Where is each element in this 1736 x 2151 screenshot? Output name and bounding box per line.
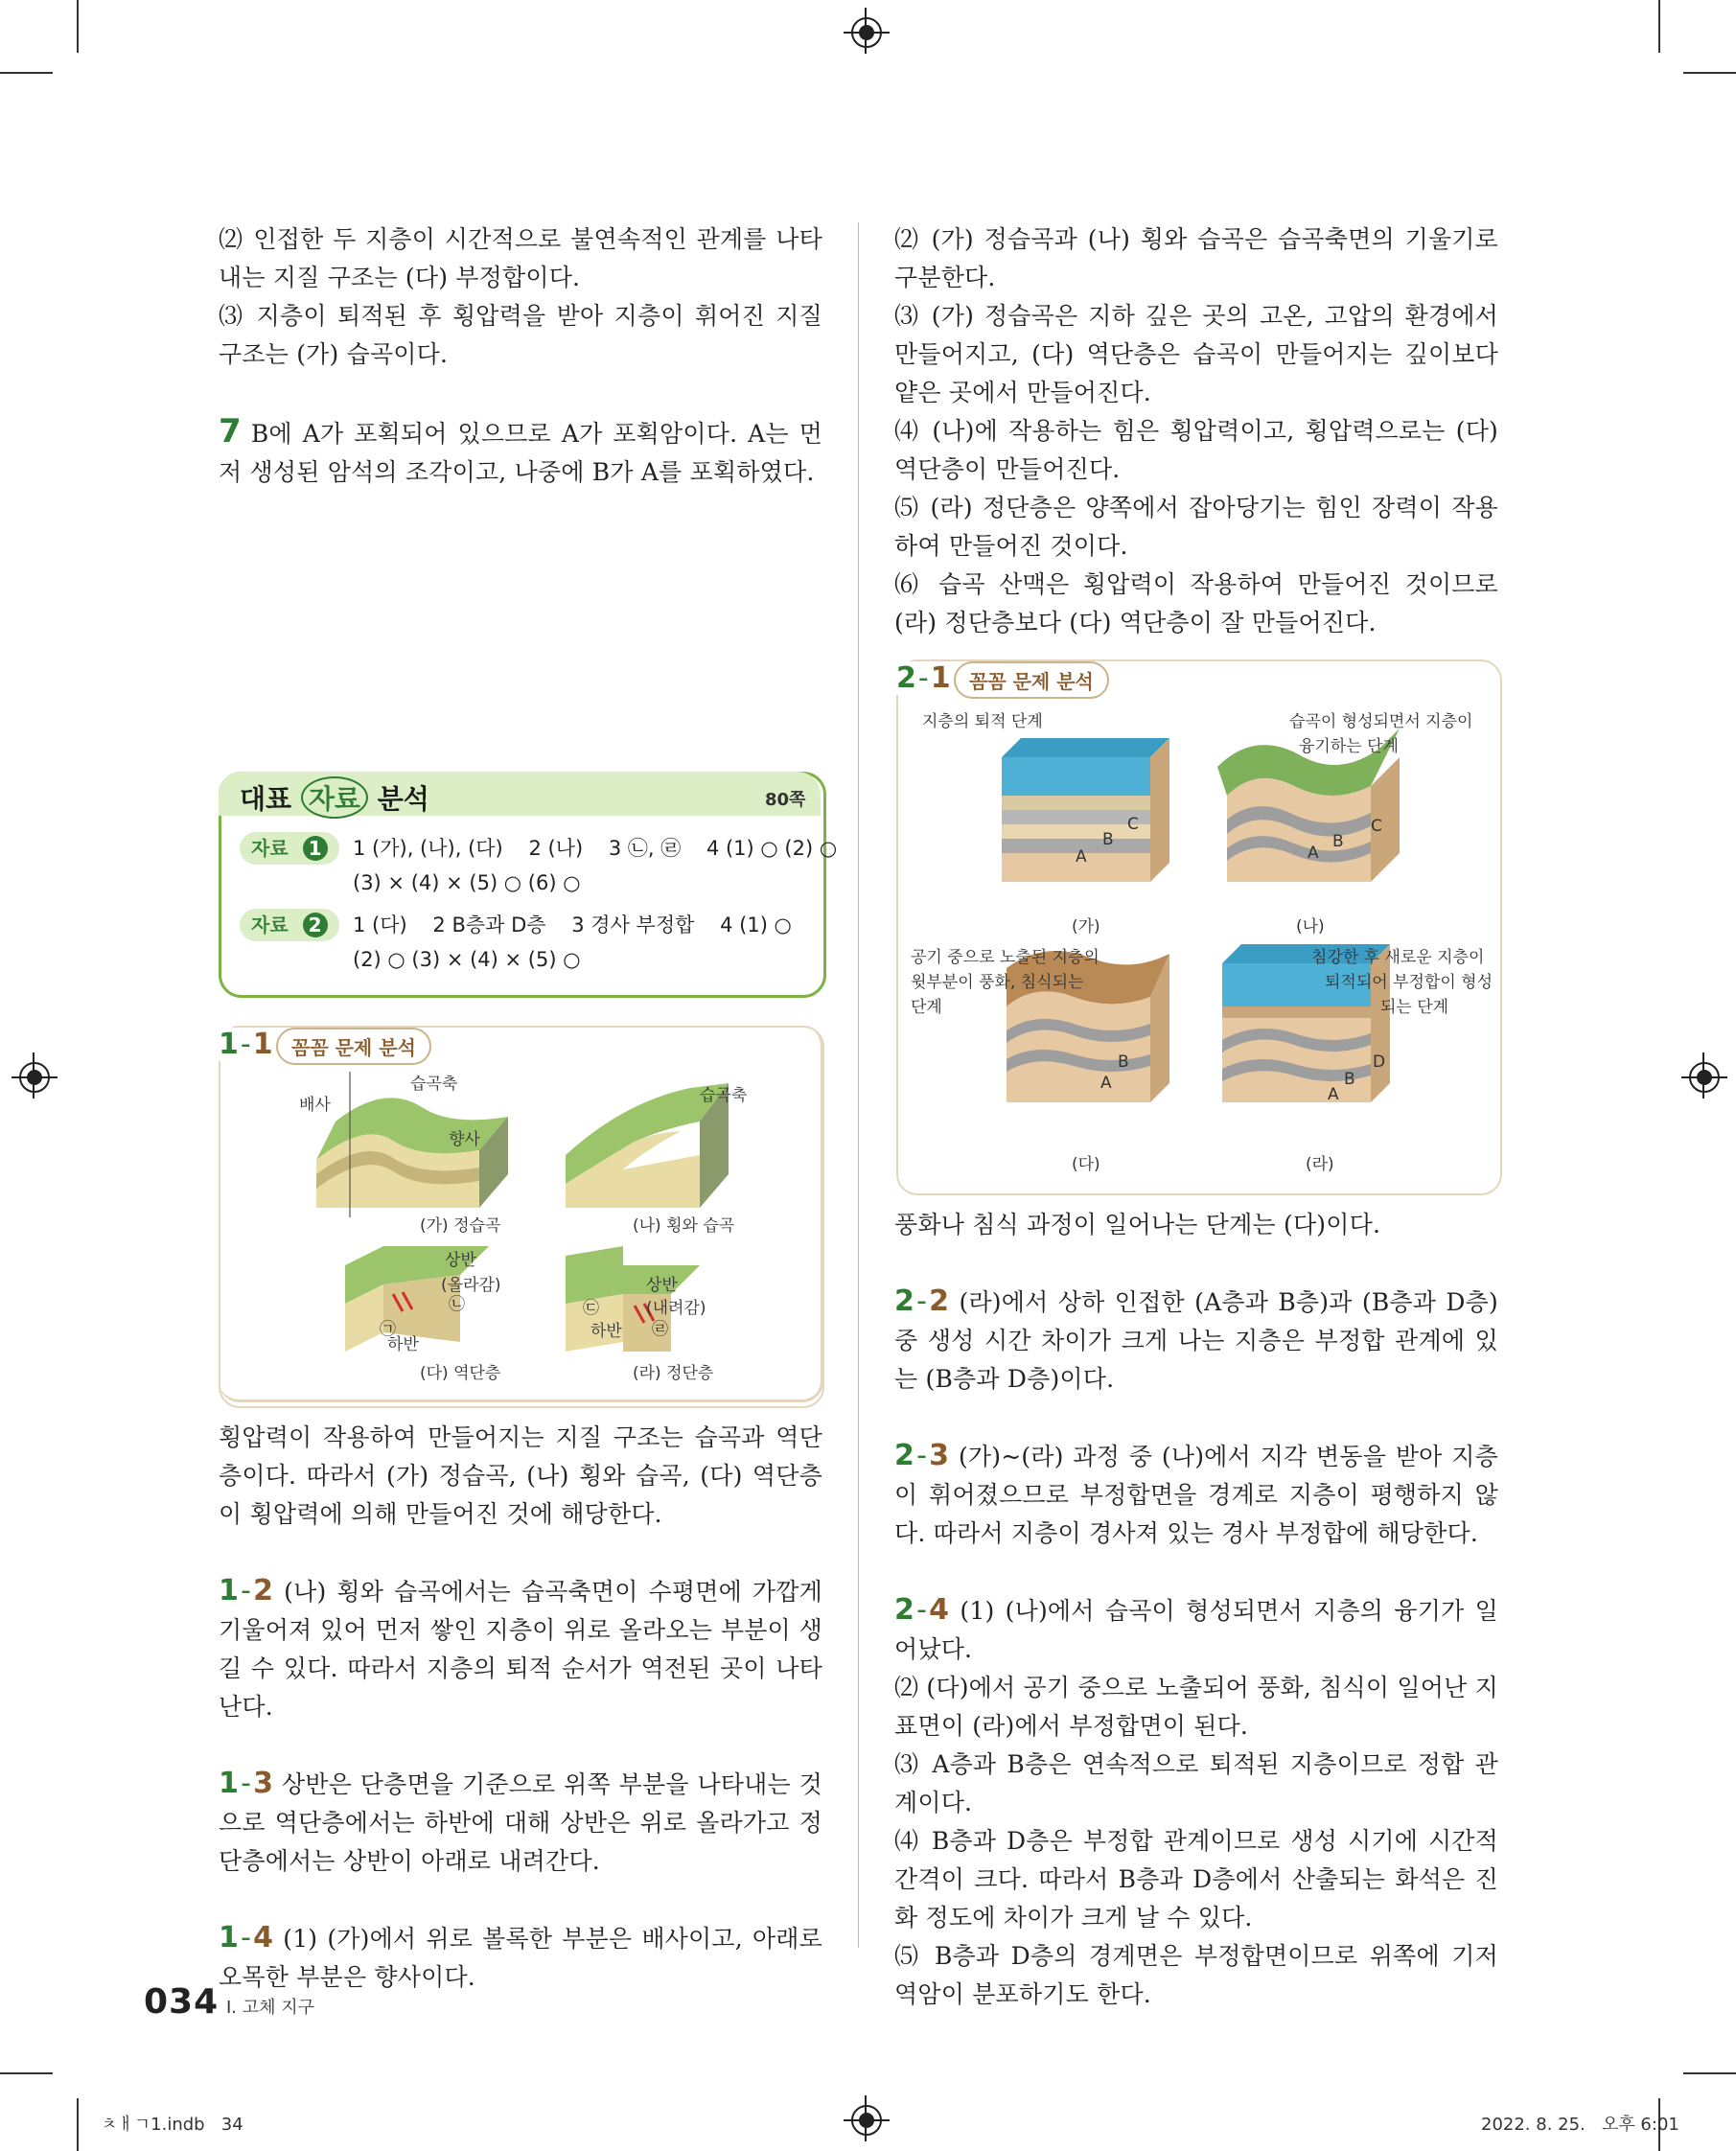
paragraph: ⑸ B층과 D층의 경계면은 부정합면이므로 위쪽에 기저 역암이 분포하기도 한다. [894, 1942, 1498, 2008]
caption-na: (나) [1296, 917, 1325, 937]
right-column-top [894, 220, 1498, 642]
caption-c: (다) 역단층 [420, 1364, 501, 1383]
paragraph: ⑵ (다)에서 공기 중으로 노출되어 풍화, 침식이 일어난 지표면이 (라)에서 부정합면이 된다. [894, 1674, 1498, 1740]
question-1-4: 1-4 (1) (가)에서 위로 볼록한 부분은 배사이고, 아래로 오목한 부분은 향사이다. [219, 1921, 822, 1991]
label-stage-2: 융기하는 단계 [1299, 737, 1399, 756]
left-column-top [219, 220, 822, 492]
caption-ra: (라) [1306, 1155, 1334, 1174]
data-label-1: 자료 1 [240, 832, 339, 865]
crop-mark [1683, 2072, 1736, 2074]
crop-mark [1683, 72, 1736, 74]
label-stage-4: 되는 단계 [1380, 998, 1449, 1017]
registration-mark-icon [1689, 1062, 1720, 1093]
paragraph: ⑷ (나)에 작용하는 힘은 횡압력이고, 횡압력으로는 (다) 역단층이 만들어진다. [894, 417, 1498, 483]
label-layer: B [1344, 1070, 1355, 1089]
question-7: 7 B에 A가 포획되어 있으므로 A가 포획암이다. A는 먼저 생성된 암석의 조각이고, 나중에 B가 A를 포획하였다. [219, 412, 822, 486]
label-circle: ㉢ [583, 1299, 599, 1318]
label-footwall: 하반 [590, 1322, 622, 1341]
registration-mark-icon [19, 1062, 50, 1093]
summary-title: 대표 자료 분석 [240, 776, 429, 819]
registration-mark-icon [865, 8, 867, 54]
paragraph: ⑶ A층과 B층은 연속적으로 퇴적된 지층이므로 정합 관계이다. [894, 1750, 1498, 1816]
analysis-pill: 꼼꼼 문제 분석 [276, 1028, 431, 1065]
label-layer: B [1332, 832, 1344, 851]
label-layer: C [1127, 815, 1139, 834]
summary-row2-line1: 1 (다) 2 B층과 D층 3 경사 부정합 4 (1) ○ [353, 914, 792, 937]
analysis-pill: 꼼꼼 문제 분석 [954, 661, 1109, 699]
summary-title-circle: 자료 [301, 776, 368, 819]
caption-b: (나) 횡와 습곡 [633, 1216, 735, 1236]
registration-mark-icon [851, 17, 882, 48]
summary-row1-line1: 1 (가), (나), (다) 2 (나) 3 ㉡, ㉣ 4 (1) ○ (2) ○ [353, 837, 838, 860]
section-number-2-1: 2-1 [896, 661, 957, 695]
summary-row1-line2: (3) × (4) × (5) ○ (6) ○ [353, 871, 581, 894]
paragraph: ⑸ (라) 정단층은 양쪽에서 잡아당기는 힘인 장력이 작용하여 만들어진 것이다. [894, 494, 1498, 560]
paragraph: ⑵ 인접한 두 지층이 시간적으로 불연속적인 관계를 나타내는 지질 구조는 (다) 부정합이다. [219, 225, 822, 291]
summary-row2-line2: (2) ○ (3) × (4) × (5) ○ [353, 948, 581, 971]
label-fold-axis: 습곡축 [410, 1075, 458, 1094]
registration-mark-icon [865, 2095, 867, 2141]
label-layer: A [1100, 1074, 1112, 1093]
registration-mark-icon [1702, 1052, 1704, 1099]
paragraph: ⑵ (가) 정습곡과 (나) 횡와 습곡은 습곡축면의 기울기로 구분한다. [894, 225, 1498, 291]
page-ref: 80쪽 [765, 790, 806, 810]
page-number: 034 [144, 1982, 220, 2022]
paragraph: ⑶ (가) 정습곡은 지하 깊은 곳의 고온, 고압의 환경에서 만들어지고, (다) 역단층은 습곡이 만들어지는 깊이보다 얕은 곳에서 만들어진다. [894, 302, 1498, 406]
label-stage-3: 윗부분이 풍화, 침식되는 [911, 973, 1084, 992]
question-2-4: 2-4 (1) (나)에서 습곡이 형성되면서 지층의 융기가 일어났다. [894, 1593, 1498, 1663]
crop-mark [0, 72, 53, 74]
section-number-1-1: 1-1 [219, 1028, 279, 1061]
paragraph: ⑶ 지층이 퇴적된 후 횡압력을 받아 지층이 휘어진 지질 구조는 (가) 습곡이다. [219, 302, 822, 368]
label-stage-3: 단계 [911, 998, 942, 1017]
caption-a: (가) 정습곡 [420, 1216, 501, 1236]
label-circle: ㉣ [652, 1320, 668, 1339]
label-layer: D [1373, 1052, 1386, 1072]
paragraph: ⑷ B층과 D층은 부정합 관계이므로 생성 시기에 시간적 간격이 크다. 따라서 B층과 D층에서 산출되는 화석은 진화 정도에 차이가 크게 날 수 있다. [894, 1827, 1498, 1931]
label-fold-axis: 습곡축 [700, 1086, 748, 1105]
caption-ga: (가) [1072, 917, 1100, 937]
label-stage-4: 퇴적되어 부정합이 형성 [1325, 973, 1493, 992]
left-column-bottom [219, 1419, 822, 1997]
label-down: (내려감) [646, 1299, 706, 1318]
unconformity-figure [987, 729, 1486, 1141]
label-basa: 배사 [299, 1096, 331, 1115]
registration-mark-icon [33, 1052, 35, 1099]
label-hyangsa: 향사 [449, 1130, 480, 1149]
registration-mark-icon [851, 2105, 882, 2136]
label-circle: ㉡ [449, 1295, 465, 1314]
crop-mark [77, 2098, 79, 2151]
caption-d: (라) 정단층 [633, 1364, 714, 1383]
label-stage-3: 공기 중으로 노출된 지층의 [911, 948, 1099, 967]
label-layer: B [1118, 1052, 1129, 1072]
label-hanging-wall: 상반 [646, 1276, 678, 1295]
paragraph: ⑹ 습곡 산맥은 횡압력이 작용하여 만들어진 것이므로 (라) 정단층보다 (다) 역단층이 잘 만들어진다. [894, 570, 1498, 636]
question-2-2: 2-2 (라)에서 상하 인접한 (A층과 B층)과 (B층과 D층) 중 생성 시간 차이가 크게 나는 지층은 부정합 관계에 있는 (B층과 D층)이다. [894, 1284, 1498, 1393]
paragraph: 풍화나 침식 과정이 일어나는 단계는 (다)이다. [894, 1211, 1381, 1238]
question-1-2: 1-2 (나) 횡와 습곡에서는 습곡축면이 수평면에 가깝게 기울어져 있어 먼저 쌓인 지층이 위로 올라오는 부분이 생길 수 있다. 따라서 지층의 퇴적 순서가 역전된 곳이 나타난다. [219, 1574, 822, 1721]
crop-mark [77, 0, 79, 53]
label-stage-1: 지층의 퇴적 단계 [922, 712, 1043, 731]
right-column-bottom [894, 1206, 1498, 2014]
label-layer: A [1328, 1085, 1339, 1104]
label-footwall: 하반 [387, 1335, 419, 1354]
label-layer: C [1371, 817, 1382, 836]
data-label-2: 자료 2 [240, 909, 339, 941]
file-info: ㅊㅐㄱ1.indb 34 [101, 2115, 243, 2135]
label-up: (올라감) [441, 1276, 501, 1295]
crop-mark [0, 2072, 53, 2074]
question-2-3: 2-3 (가)~(라) 과정 중 (나)에서 지각 변동을 받아 지층이 휘어졌으므로 부정합면을 경계로 지층이 평행하지 않다. 따라서 지층이 경사져 있는 경사 부정합에 해당한다. [894, 1439, 1498, 1547]
label-layer: A [1308, 844, 1319, 863]
caption-da: (다) [1072, 1155, 1100, 1174]
label-layer: A [1076, 847, 1087, 867]
section-title: I. 고체 지구 [226, 1998, 315, 2018]
label-stage-2: 습곡이 형성되면서 지층이 [1289, 712, 1473, 731]
paragraph: 횡압력이 작용하여 만들어지는 지질 구조는 습곡과 역단층이다. 따라서 (가) 정습곡, (나) 횡와 습곡, (다) 역단층이 횡압력에 의해 만들어진 것에 해당한다. [219, 1423, 822, 1528]
column-divider [858, 222, 859, 1948]
label-stage-4: 침강한 후 새로운 지층이 [1311, 948, 1485, 967]
label-circle: ㉠ [380, 1320, 396, 1339]
crop-mark [1658, 0, 1660, 53]
label-hanging-wall: 상반 [445, 1251, 476, 1270]
print-date: 2022. 8. 25. 오후 6:01 [1481, 2115, 1679, 2135]
label-layer: B [1102, 830, 1114, 849]
question-1-3: 1-3 상반은 단층면을 기준으로 위쪽 부분을 나타내는 것으로 역단층에서는 하반에 대해 상반은 위로 올라가고 정단층에서는 상반이 아래로 내려간다. [219, 1767, 822, 1875]
